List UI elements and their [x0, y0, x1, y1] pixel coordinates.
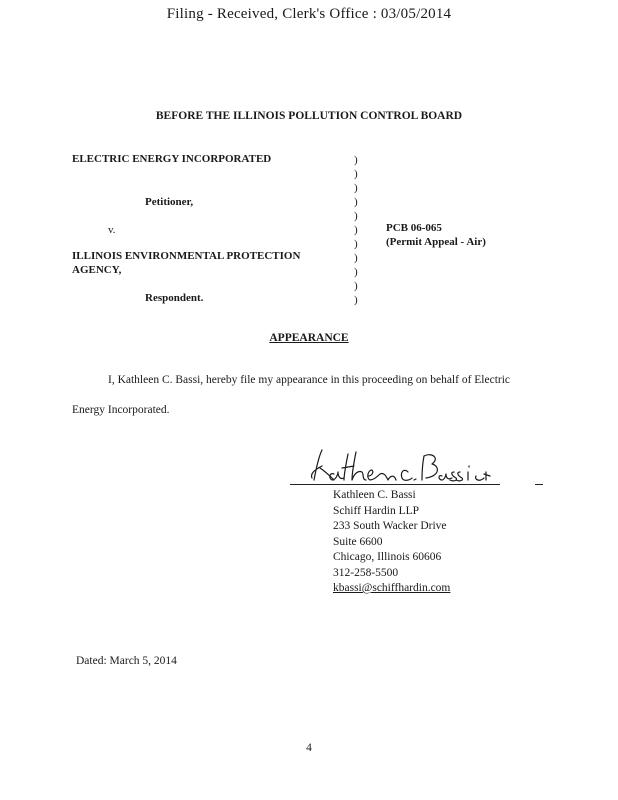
versus: v. [108, 224, 116, 236]
board-title: BEFORE THE ILLINOIS POLLUTION CONTROL BOARD [155, 110, 463, 122]
signer-firm: Schiff Hardin LLP [333, 504, 420, 517]
document-title: APPEARANCE [269, 332, 349, 344]
case-number: PCB 06-065 [386, 222, 442, 234]
petitioner-role: Petitioner, [145, 196, 194, 208]
signature-block [333, 488, 450, 597]
signature-line-tail [535, 484, 543, 485]
filing-header: Filing - Received, Clerk's Office : 03/05/2014 [166, 6, 452, 22]
signer-phone: 312-258-5500 [333, 566, 399, 579]
signer-email-link[interactable]: kbassi@schiffhardin.com [333, 582, 451, 594]
body-line-2: Energy Incorporated. [72, 404, 170, 416]
signature-line [290, 484, 500, 485]
respondent-role: Respondent. [145, 292, 204, 304]
signer-city: Chicago, Illinois 60606 [333, 551, 442, 563]
body-line-1: I, Kathleen C. Bassi, hereby file my appearance in this proceeding on behalf of Electric [108, 374, 511, 386]
case-type: (Permit Appeal - Air) [386, 236, 486, 248]
dated-line: Dated: March 5, 2014 [76, 655, 177, 667]
respondent-name-line2: AGENCY, [72, 264, 122, 276]
signer-name: Kathleen C. Bassi [333, 489, 416, 501]
signer-suite: Suite 6600 [333, 535, 383, 548]
caption-parentheses: ) ) ) ) ) ) ) ) ) ) ) [354, 154, 358, 306]
page-number: 4 [306, 742, 312, 754]
respondent-name-line1: ILLINOIS ENVIRONMENTAL PROTECTION [72, 250, 301, 262]
signer-street: 233 South Wacker Drive [333, 520, 447, 532]
petitioner-name: ELECTRIC ENERGY INCORPORATED [72, 153, 272, 165]
